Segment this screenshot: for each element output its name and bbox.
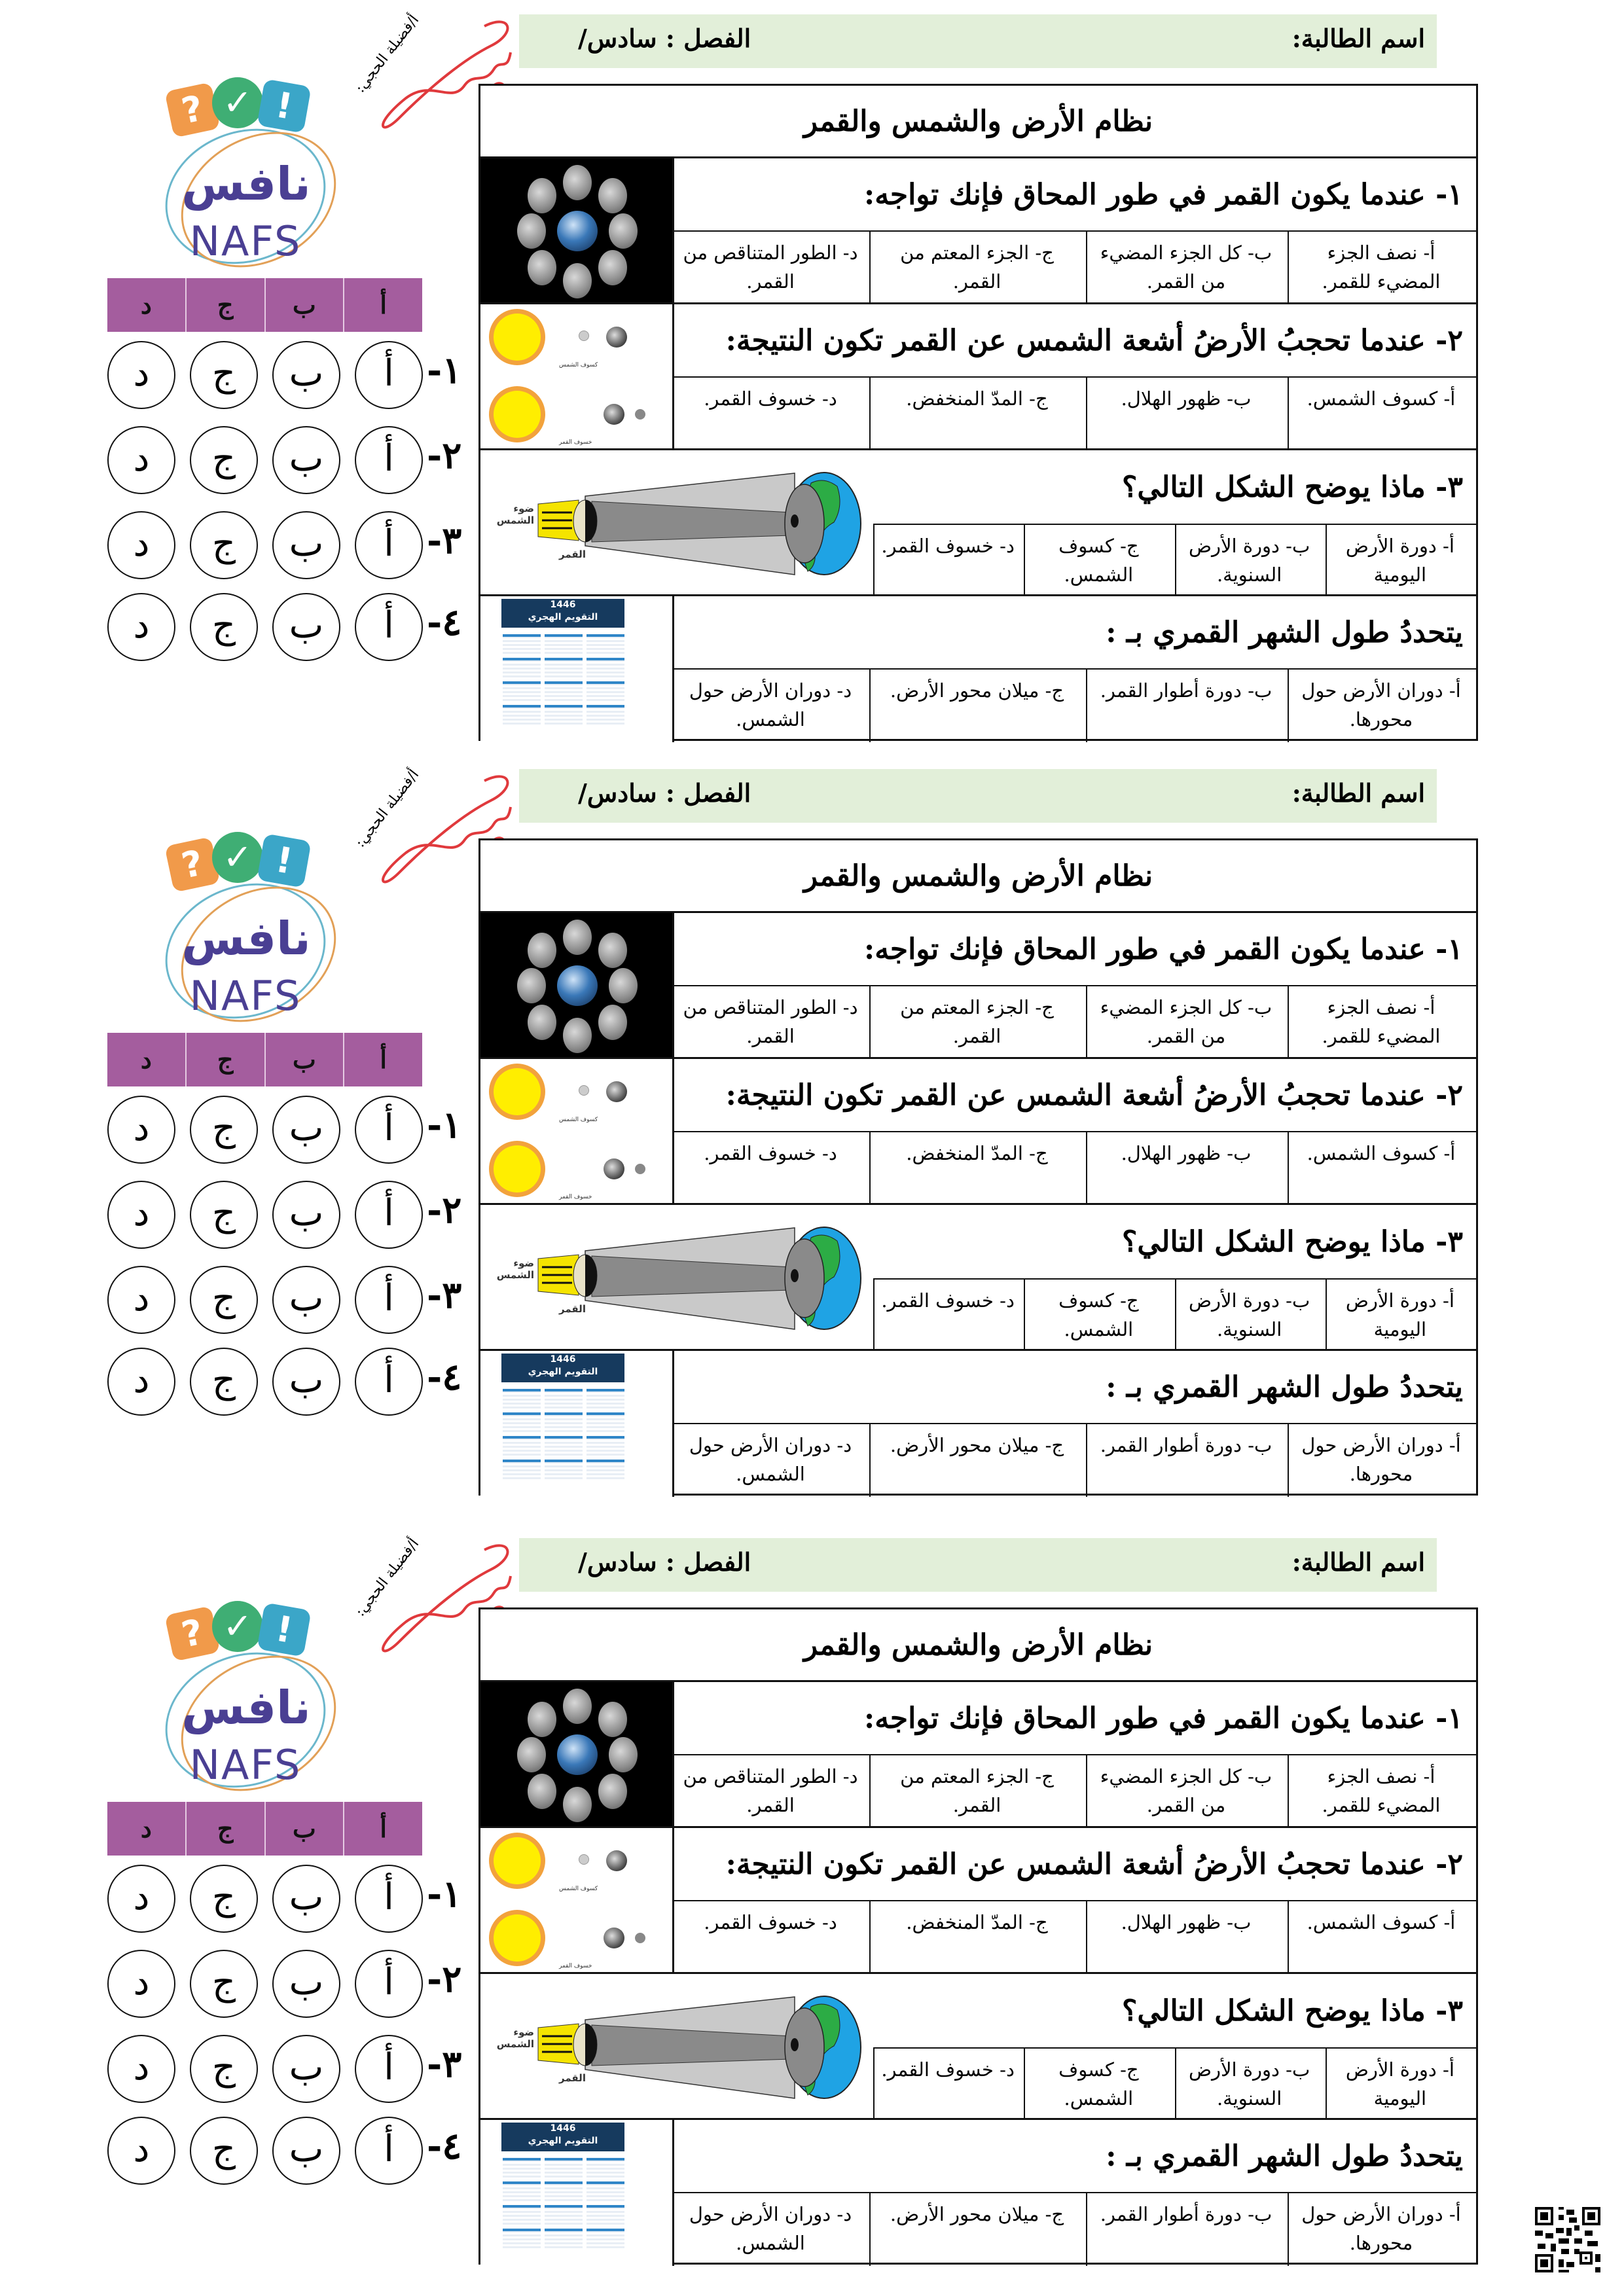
answer-row-number: ٢-	[427, 434, 462, 477]
answer-bubble-a[interactable]: أ	[355, 1096, 423, 1164]
logo-english: NAFS	[189, 1741, 302, 1789]
answer-row-4	[105, 1348, 471, 1420]
exclamation-icon: !	[257, 1602, 311, 1657]
student-info-bar	[519, 14, 1437, 68]
class-field[interactable]: الفصل : سادس/	[578, 1547, 751, 1577]
option-c[interactable]: ج- ميلان محور الأرض.	[869, 2193, 1086, 2266]
question-2-options	[674, 1901, 1476, 1972]
check-icon: ✓	[212, 832, 263, 883]
answer-row-number: ١-	[427, 349, 462, 392]
answer-row-2	[105, 426, 471, 498]
answer-bubble-a[interactable]: أ	[355, 1348, 423, 1416]
question-2-stem: ٢- عندما تحجبُ الأرضُ أشعة الشمس عن القمر تكون النتيجة:	[674, 1059, 1476, 1132]
option-a[interactable]: أ- نصف الجزء المضيء للقمر.	[1288, 986, 1476, 1057]
question-2-stem: ٢- عندما تحجبُ الأرضُ أشعة الشمس عن القمر تكون النتيجة:	[674, 304, 1476, 378]
question-mark-icon: ?	[164, 82, 220, 137]
answer-row-number: ٤-	[427, 1355, 462, 1399]
option-d[interactable]: د- خسوف القمر.	[881, 1289, 1015, 1312]
option-b[interactable]: ب- ظهور الهلال.	[1086, 378, 1288, 448]
option-a[interactable]: أ- دوران الأرض حول محورها.	[1288, 670, 1476, 742]
answer-bubble-d[interactable]: د	[107, 593, 175, 661]
option-d[interactable]: د- دوران الأرض حول الشمس.	[689, 2203, 852, 2254]
option-b[interactable]: ب- ظهور الهلال.	[1086, 1901, 1288, 1972]
question-4	[480, 596, 1476, 742]
question-1	[480, 1682, 1476, 1828]
answer-row-number: ٣-	[427, 1274, 462, 1317]
teacher-name: أ/فضيلة الحجي:	[352, 12, 423, 96]
student-info-bar	[519, 769, 1437, 823]
question-4	[480, 1351, 1476, 1497]
answer-col-b: ب	[264, 1033, 344, 1086]
question-3	[480, 1974, 1476, 2120]
answer-col-b: ب	[264, 278, 344, 332]
question-4-options	[674, 1424, 1476, 1497]
answer-row-number: ٤-	[427, 601, 462, 644]
answer-row-1	[105, 341, 471, 413]
question-mark-icon: ?	[164, 836, 220, 892]
answer-row-number: ٢-	[427, 1189, 462, 1232]
moon-phases-image	[480, 913, 674, 1057]
worksheet-copy	[0, 0, 1624, 759]
option-c[interactable]: ج- المدّ المنخفض.	[869, 1132, 1086, 1203]
worksheet-title: نظام الأرض والشمس والقمر	[803, 1628, 1153, 1662]
answer-grid-header	[107, 278, 422, 332]
answer-bubble-b[interactable]: ب	[272, 1865, 340, 1933]
moon-phases-image	[480, 158, 674, 302]
option-a[interactable]: أ- دورة الأرض اليومية	[1326, 525, 1476, 594]
answer-bubble-a[interactable]: أ	[355, 593, 423, 661]
answer-bubble-d[interactable]: د	[107, 1950, 175, 2018]
question-2	[480, 1828, 1476, 1974]
answer-bubble-b[interactable]: ب	[272, 2035, 340, 2103]
option-a[interactable]: أ- دوران الأرض حول محورها.	[1288, 2193, 1476, 2266]
answer-row-3	[105, 511, 471, 583]
option-c[interactable]: ج- الجزء المعتم من القمر.	[869, 232, 1086, 302]
hijri-calendar-image: 1446 التقويم الهجري	[480, 2120, 674, 2266]
question-4-options	[674, 2193, 1476, 2266]
check-icon: ✓	[212, 1601, 263, 1652]
moon-phases-image	[480, 1682, 674, 1826]
class-field[interactable]: الفصل : سادس/	[578, 24, 751, 53]
eclipse-image: كسوف الشمس خسوف القمر	[480, 1828, 674, 1972]
answer-bubble-b[interactable]: ب	[272, 341, 340, 409]
option-c[interactable]: ج- الجزء المعتم من القمر.	[869, 986, 1086, 1057]
option-d[interactable]: د- خسوف القمر.	[881, 2058, 1015, 2081]
logo-english: NAFS	[189, 217, 302, 265]
answer-bubble-a[interactable]: أ	[355, 341, 423, 409]
student-info-bar	[519, 1538, 1437, 1592]
option-a[interactable]: أ- دورة الأرض اليومية	[1326, 1280, 1476, 1349]
question-4-stem: يتحددُ طول الشهر القمري بـ :	[674, 1351, 1476, 1424]
question-table	[478, 838, 1478, 1496]
nafs-logo	[157, 72, 353, 268]
question-4-stem: يتحددُ طول الشهر القمري بـ :	[674, 596, 1476, 670]
answer-row-number: ٤-	[427, 2125, 462, 2168]
answer-bubble-c[interactable]: ج	[190, 2035, 258, 2103]
option-d[interactable]: د- الطور المتناقص من القمر.	[683, 1765, 858, 1816]
answer-row-number: ٣-	[427, 2043, 462, 2086]
answer-bubble-c[interactable]: ج	[190, 593, 258, 661]
hijri-calendar-image: 1446 التقويم الهجري	[480, 1351, 674, 1497]
hijri-calendar-image: 1446 التقويم الهجري	[480, 596, 674, 742]
solar-eclipse-diagram: ضوء الشمس القمر	[480, 450, 873, 594]
answer-col-c: ج	[185, 278, 264, 332]
question-3-stem: ٣- ماذا يوضح الشكل التالي؟	[1122, 1225, 1463, 1259]
option-a[interactable]: أ- كسوف الشمس.	[1288, 1901, 1476, 1972]
logo-english: NAFS	[189, 972, 302, 1020]
question-table	[478, 84, 1478, 741]
answer-bubble-d[interactable]: د	[107, 1266, 175, 1334]
question-3-options	[873, 1278, 1476, 1349]
option-a[interactable]: أ- نصف الجزء المضيء للقمر.	[1288, 232, 1476, 302]
question-1-stem: ١- عندما يكون القمر في طور المحاق فإنك تواجه:	[674, 158, 1476, 232]
question-2-stem: ٢- عندما تحجبُ الأرضُ أشعة الشمس عن القمر تكون النتيجة:	[674, 1828, 1476, 1901]
answer-bubble-d[interactable]: د	[107, 2035, 175, 2103]
option-a[interactable]: أ- كسوف الشمس.	[1288, 378, 1476, 448]
worksheet-title: نظام الأرض والشمس والقمر	[803, 104, 1153, 138]
solar-eclipse-diagram: ضوء الشمس القمر	[480, 1205, 873, 1349]
option-b[interactable]: ب- كل الجزء المضيء من القمر.	[1086, 232, 1288, 302]
student-name-field[interactable]: اسم الطالبة:	[1291, 1547, 1425, 1577]
question-3-stem: ٣- ماذا يوضح الشكل التالي؟	[1122, 470, 1463, 504]
option-c[interactable]: ج- كسوف الشمس.	[1024, 1280, 1174, 1349]
question-1-options	[674, 1755, 1476, 1826]
answer-row-number: ٣-	[427, 519, 462, 562]
question-1	[480, 913, 1476, 1059]
option-b[interactable]: ب- دورة الأرض السنوية.	[1175, 2049, 1326, 2118]
answer-bubble-a[interactable]: أ	[355, 511, 423, 579]
answer-bubble-b[interactable]: ب	[272, 1950, 340, 2018]
question-3	[480, 1205, 1476, 1351]
option-b[interactable]: ب- كل الجزء المضيء من القمر.	[1086, 986, 1288, 1057]
question-3-options	[873, 2047, 1476, 2118]
question-2	[480, 1059, 1476, 1205]
answer-row-4	[105, 2117, 471, 2189]
solar-eclipse-diagram: ضوء الشمس القمر	[480, 1974, 873, 2118]
option-c[interactable]: ج- المدّ المنخفض.	[869, 1901, 1086, 1972]
answer-row-3	[105, 1266, 471, 1338]
answer-bubble-a[interactable]: أ	[355, 1181, 423, 1249]
question-2-options	[674, 1132, 1476, 1203]
question-2-options	[674, 378, 1476, 448]
exclamation-icon: !	[257, 79, 311, 133]
question-3-options	[873, 524, 1476, 594]
answer-row-number: ١-	[427, 1103, 462, 1147]
student-name-field[interactable]: اسم الطالبة:	[1291, 24, 1425, 53]
answer-bubble-a[interactable]: أ	[355, 2035, 423, 2103]
option-b[interactable]: ب- دورة الأرض السنوية.	[1175, 1280, 1326, 1349]
answer-bubble-d[interactable]: د	[107, 2117, 175, 2185]
option-a[interactable]: أ- كسوف الشمس.	[1288, 1132, 1476, 1203]
answer-bubble-d[interactable]: د	[107, 1096, 175, 1164]
answer-row-2	[105, 1950, 471, 2022]
sun-icon	[494, 391, 541, 438]
nafs-logo	[157, 1596, 353, 1792]
answer-bubble-b[interactable]: ب	[272, 2117, 340, 2185]
question-1-options	[674, 986, 1476, 1057]
question-1-stem: ١- عندما يكون القمر في طور المحاق فإنك تواجه:	[674, 913, 1476, 986]
option-d[interactable]: د- خسوف القمر.	[704, 1911, 837, 1933]
answer-bubble-b[interactable]: ب	[272, 426, 340, 494]
option-a[interactable]: أ- دورة الأرض اليومية	[1326, 2049, 1476, 2118]
answer-bubble-c[interactable]: ج	[190, 1181, 258, 1249]
sun-icon	[494, 1068, 541, 1115]
worksheet-title-row	[480, 1609, 1476, 1682]
answer-bubble-b[interactable]: ب	[272, 511, 340, 579]
question-table	[478, 1607, 1478, 2265]
answer-row-3	[105, 2035, 471, 2107]
worksheet-copy	[0, 1524, 1624, 2283]
answer-grid-header	[107, 1033, 422, 1086]
question-2	[480, 304, 1476, 450]
option-c[interactable]: ج- المدّ المنخفض.	[869, 378, 1086, 448]
answer-col-b: ب	[264, 1802, 344, 1856]
option-b[interactable]: ب- دورة أطوار القمر.	[1086, 2193, 1288, 2266]
answer-row-1	[105, 1096, 471, 1168]
question-1-stem: ١- عندما يكون القمر في طور المحاق فإنك تواجه:	[674, 1682, 1476, 1755]
answer-bubble-d[interactable]: د	[107, 341, 175, 409]
answer-col-a: أ	[343, 278, 422, 332]
worksheet-title: نظام الأرض والشمس والقمر	[803, 859, 1153, 893]
answer-bubble-d[interactable]: د	[107, 1181, 175, 1249]
option-c[interactable]: ج- ميلان محور الأرض.	[869, 670, 1086, 742]
answer-bubble-d[interactable]: د	[107, 426, 175, 494]
option-d[interactable]: د- الطور المتناقص من القمر.	[683, 242, 858, 293]
answer-col-c: ج	[185, 1033, 264, 1086]
worksheet-title-row	[480, 86, 1476, 158]
question-1	[480, 158, 1476, 304]
answer-row-4	[105, 593, 471, 665]
option-d[interactable]: د- خسوف القمر.	[704, 1142, 837, 1164]
sun-icon	[494, 1837, 541, 1884]
answer-bubble-c[interactable]: ج	[190, 426, 258, 494]
answer-bubble-a[interactable]: أ	[355, 426, 423, 494]
answer-bubble-a[interactable]: أ	[355, 1950, 423, 2018]
teacher-name: أ/فضيلة الحجي:	[352, 766, 423, 851]
answer-bubble-c[interactable]: ج	[190, 1266, 258, 1334]
option-b[interactable]: ب- دورة أطوار القمر.	[1086, 670, 1288, 742]
logo-arabic: نافس	[181, 1681, 311, 1734]
option-b[interactable]: ب- ظهور الهلال.	[1086, 1132, 1288, 1203]
worksheet-copy	[0, 755, 1624, 1514]
option-c[interactable]: ج- كسوف الشمس.	[1024, 2049, 1174, 2118]
answer-bubble-c[interactable]: ج	[190, 511, 258, 579]
question-4	[480, 2120, 1476, 2266]
answer-bubble-c[interactable]: ج	[190, 1096, 258, 1164]
answer-bubble-a[interactable]: أ	[355, 1865, 423, 1933]
answer-col-d: د	[107, 278, 185, 332]
answer-row-number: ٢-	[427, 1958, 462, 2001]
sun-icon	[494, 1914, 541, 1962]
answer-bubble-b[interactable]: ب	[272, 1096, 340, 1164]
question-3-stem: ٣- ماذا يوضح الشكل التالي؟	[1122, 1994, 1463, 2028]
option-d[interactable]: د- خسوف القمر.	[881, 535, 1015, 557]
check-icon: ✓	[212, 77, 263, 128]
answer-row-2	[105, 1181, 471, 1253]
option-c[interactable]: ج- الجزء المعتم من القمر.	[869, 1755, 1086, 1826]
sun-icon	[494, 314, 541, 361]
teacher-name: أ/فضيلة الحجي:	[352, 1535, 423, 1620]
option-a[interactable]: أ- نصف الجزء المضيء للقمر.	[1288, 1755, 1476, 1826]
answer-bubble-c[interactable]: ج	[190, 341, 258, 409]
answer-grid-header	[107, 1802, 422, 1856]
answer-bubble-d[interactable]: د	[107, 1865, 175, 1933]
nafs-logo	[157, 827, 353, 1023]
answer-row-number: ١-	[427, 1873, 462, 1916]
logo-arabic: نافس	[181, 912, 311, 965]
answer-bubble-a[interactable]: أ	[355, 1266, 423, 1334]
option-d[interactable]: د- خسوف القمر.	[704, 387, 837, 410]
option-d[interactable]: د- دوران الأرض حول الشمس.	[689, 1434, 852, 1485]
qr-code-icon[interactable]	[1535, 2207, 1600, 2272]
question-mark-icon: ?	[164, 1605, 220, 1661]
answer-bubble-c[interactable]: ج	[190, 2117, 258, 2185]
option-c[interactable]: ج- ميلان محور الأرض.	[869, 1424, 1086, 1497]
option-c[interactable]: ج- كسوف الشمس.	[1024, 525, 1174, 594]
option-d[interactable]: د- دوران الأرض حول الشمس.	[689, 679, 852, 730]
eclipse-image: كسوف الشمس خسوف القمر	[480, 1059, 674, 1203]
answer-bubble-a[interactable]: أ	[355, 2117, 423, 2185]
answer-bubble-d[interactable]: د	[107, 511, 175, 579]
exclamation-icon: !	[257, 833, 311, 888]
answer-col-d: د	[107, 1802, 185, 1856]
answer-bubble-b[interactable]: ب	[272, 1181, 340, 1249]
answer-bubble-b[interactable]: ب	[272, 1348, 340, 1416]
class-field[interactable]: الفصل : سادس/	[578, 778, 751, 808]
option-b[interactable]: ب- كل الجزء المضيء من القمر.	[1086, 1755, 1288, 1826]
question-4-stem: يتحددُ طول الشهر القمري بـ :	[674, 2120, 1476, 2193]
option-b[interactable]: ب- دورة الأرض السنوية.	[1175, 525, 1326, 594]
worksheet-title-row	[480, 840, 1476, 913]
answer-bubble-d[interactable]: د	[107, 1348, 175, 1416]
question-4-options	[674, 670, 1476, 742]
answer-col-c: ج	[185, 1802, 264, 1856]
answer-col-a: أ	[343, 1802, 422, 1856]
answer-bubble-b[interactable]: ب	[272, 1266, 340, 1334]
answer-col-d: د	[107, 1033, 185, 1086]
sun-icon	[494, 1145, 541, 1193]
student-name-field[interactable]: اسم الطالبة:	[1291, 778, 1425, 808]
answer-bubble-b[interactable]: ب	[272, 593, 340, 661]
option-b[interactable]: ب- دورة أطوار القمر.	[1086, 1424, 1288, 1497]
option-a[interactable]: أ- دوران الأرض حول محورها.	[1288, 1424, 1476, 1497]
question-3	[480, 450, 1476, 596]
answer-bubble-c[interactable]: ج	[190, 1950, 258, 2018]
eclipse-image: كسوف الشمس خسوف القمر	[480, 304, 674, 448]
answer-bubble-c[interactable]: ج	[190, 1348, 258, 1416]
option-d[interactable]: د- الطور المتناقص من القمر.	[683, 996, 858, 1047]
answer-row-1	[105, 1865, 471, 1937]
logo-arabic: نافس	[181, 157, 311, 211]
answer-bubble-c[interactable]: ج	[190, 1865, 258, 1933]
answer-col-a: أ	[343, 1033, 422, 1086]
question-1-options	[674, 232, 1476, 302]
